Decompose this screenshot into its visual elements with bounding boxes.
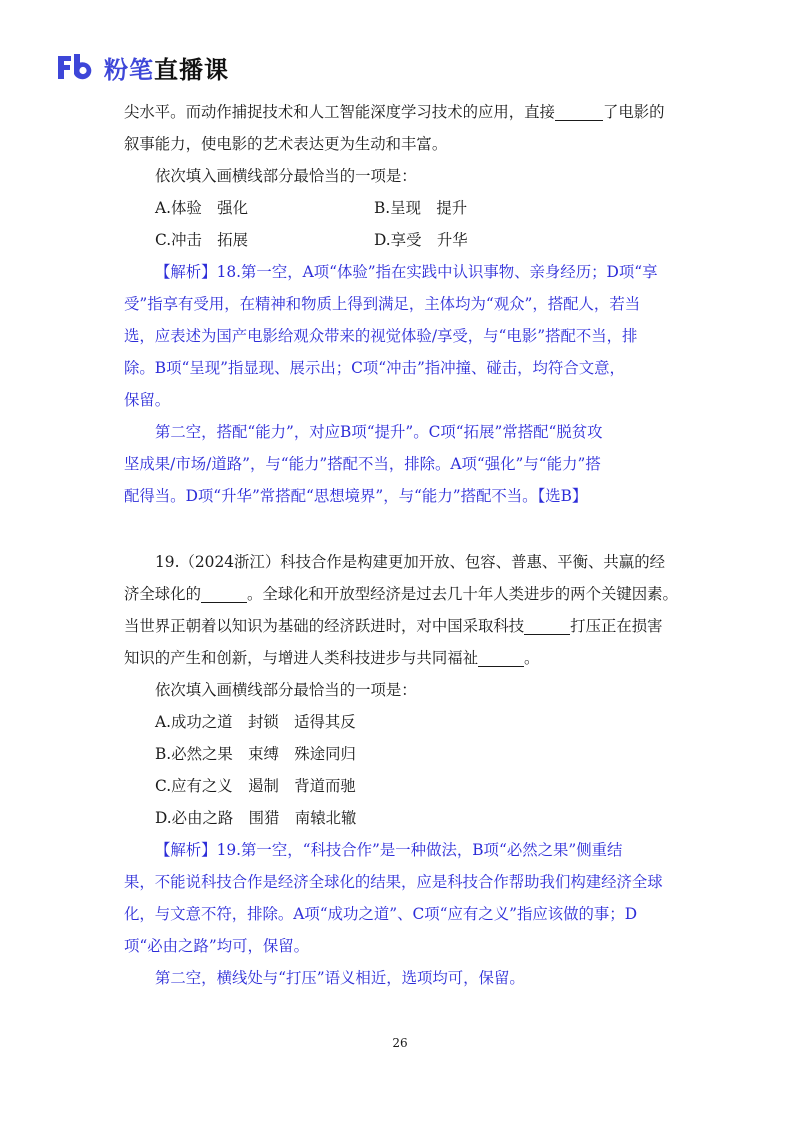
q19-stem-line: 知识的产生和创新，与增进人类科技进步与共同福祉 。 (124, 649, 540, 667)
q18-analysis-line: 【解析】18.第一空，A项“体验”指在实践中认识事物、亲身经历；D项“享 (155, 263, 658, 281)
fenbi-logo-icon (56, 53, 96, 81)
q18-options-row (124, 224, 696, 256)
q18-analysis-line: 坚成果/市场/道路”，与“能力”搭配不当，排除。A项“强化”与“能力”搭 (124, 455, 601, 473)
q19-analysis-line: 化，与文意不符，排除。A项“成功之道”、C项“应有之义”指应该做的事；D (124, 905, 638, 923)
q19-analysis-line: 第二空，横线处与“打压”语义相近，选项均可，保留。 (155, 969, 525, 987)
option-b: B.必然之果 束缚 殊途同归 (155, 745, 356, 763)
option-a: A.体验 强化 (155, 199, 248, 217)
brand-name: 粉笔 (104, 55, 154, 84)
option-c: C.应有之义 遏制 背道而驰 (155, 777, 356, 795)
q18-analysis-line: 第二空，搭配“能力”，对应B项“提升”。C项“拓展”常搭配“脱贫攻 (155, 423, 603, 441)
q19-stem-line: 19.（2024浙江）科技合作是构建更加开放、包容、普惠、平衡、共赢的经 (155, 553, 665, 571)
page-content (124, 96, 696, 994)
q19-analysis-line: 【解析】19.第一空，“科技合作”是一种做法，B项“必然之果”侧重结 (155, 841, 623, 859)
q19-instruction: 依次填入画横线部分最恰当的一项是： (155, 681, 417, 699)
q18-analysis-line: 选，应表述为国产电影给观众带来的视觉体验/享受，与“电影”搭配不当，排 (124, 327, 638, 345)
answer-blank (524, 616, 570, 635)
brand-title (104, 50, 229, 85)
brand-subtitle: 直播课 (154, 55, 229, 84)
q18-instruction: 依次填入画横线部分最恰当的一项是： (155, 167, 417, 185)
option-d: D.享受 升华 (374, 231, 468, 249)
option-d: D.必由之路 围猎 南辕北辙 (155, 809, 357, 827)
q19-analysis-line: 项“必由之路”均可，保留。 (124, 937, 310, 955)
q18-analysis-line: 配得当。D项“升华”常搭配“思想境界”，与“能力”搭配不当。【选B】 (124, 487, 588, 505)
answer-blank (555, 102, 603, 121)
q18-stem-line: 叙事能力，使电影的艺术表达更为生动和丰富。 (124, 135, 448, 153)
q18-analysis-line: 保留。 (124, 391, 171, 409)
page-number: 26 (392, 1036, 408, 1050)
q18-analysis-line: 除。B项“呈现”指显现、展示出；C项“冲击”指冲撞、碰击，均符合文意， (124, 359, 625, 377)
q18-analysis-line: 受”指享有受用，在精神和物质上得到满足，主体均为“观众”，搭配人，若当 (124, 295, 641, 313)
option-a: A.成功之道 封锁 适得其反 (155, 713, 356, 731)
header (56, 50, 229, 84)
answer-blank (478, 648, 524, 667)
answer-blank (201, 584, 247, 603)
q18-options-row (124, 192, 696, 224)
option-b: B.呈现 提升 (374, 199, 468, 217)
q19-analysis-line: 果，不能说科技合作是经济全球化的结果，应是科技合作帮助我们构建经济全球 (124, 873, 663, 891)
option-c: C.冲击 拓展 (155, 231, 249, 249)
spacer (124, 512, 696, 546)
q19-stem-line: 当世界正朝着以知识为基础的经济跃进时，对中国采取科技 打压正在损害 (124, 617, 663, 635)
q18-stem-line: 尖水平。而动作捕捉技术和人工智能深度学习技术的应用，直接 了电影的 (124, 103, 665, 121)
q19-stem-line: 济全球化的 。全球化和开放型经济是过去几十年人类进步的两个关键因素。 (124, 585, 678, 603)
